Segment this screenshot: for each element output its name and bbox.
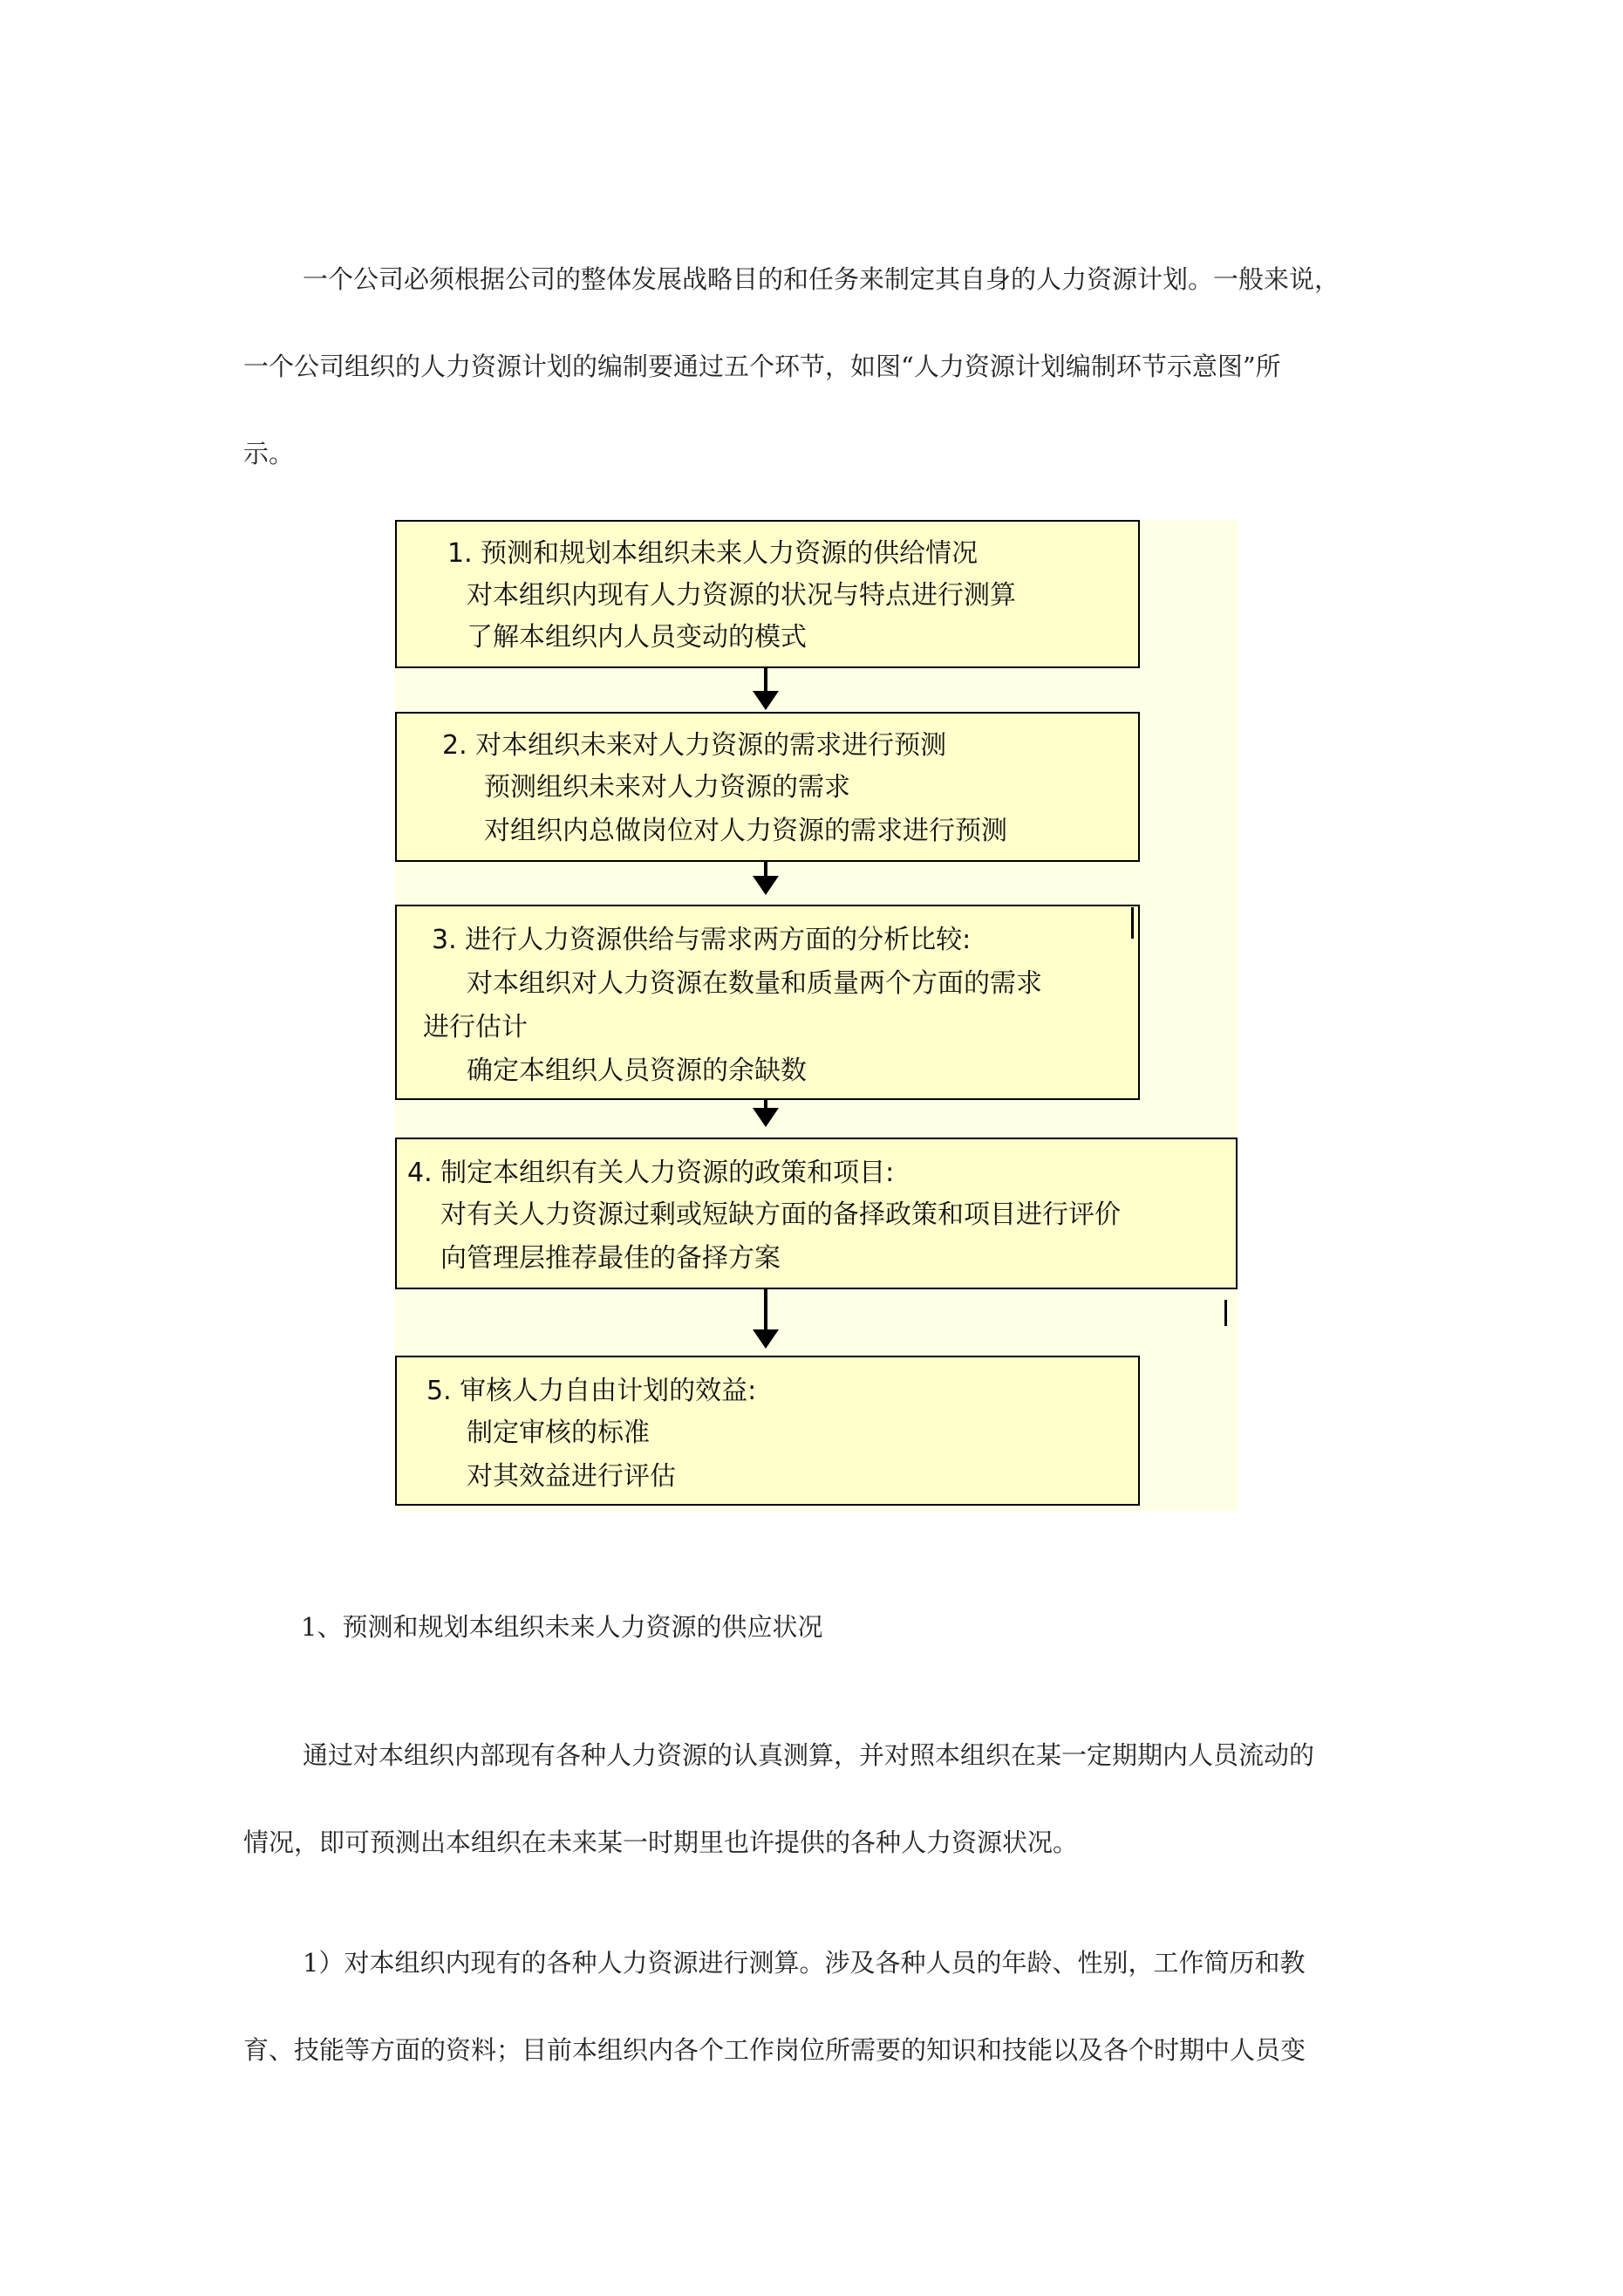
section-1-p1-line-1: 通过对本组织内部现有各种人力资源的认真测算，并对照本组织在某一定期期内人员流动的 [303, 1740, 1315, 1770]
flow-step-3-title: 3. 进行人力资源供给与需求两方面的分析比较: [432, 925, 972, 955]
flow-arrowhead-2 [753, 876, 779, 895]
flow-step-3-line-2: 进行估计 [423, 1012, 528, 1042]
flow-step-1-line-1: 对本组织内现有人力资源的状况与特点进行测算 [467, 580, 1016, 611]
section-1-heading: 1、预测和规划本组织未来人力资源的供应状况 [301, 1612, 823, 1642]
flow-step-4-line-2: 向管理层推荐最佳的备择方案 [440, 1243, 781, 1274]
flow-step-3-edge-mark [1131, 907, 1134, 939]
flow-step-2 [395, 712, 1140, 862]
intro-line-3: 示。 [243, 439, 295, 468]
flow-step-4-line-1: 对有关人力资源过剩或短缺方面的备择政策和项目进行评价 [440, 1199, 1121, 1230]
flow-step-2-line-1: 预测组织未来对人力资源的需求 [484, 772, 850, 803]
flow-step-3-line-3: 确定本组织人员资源的余缺数 [467, 1056, 807, 1086]
flow-step-3-line-1: 对本组织对人力资源在数量和质量两个方面的需求 [467, 968, 1042, 999]
section-1-p2-line-1: 1）对本组织内现有的各种人力资源进行测算。涉及各种人员的年龄、性别，工作简历和教 [303, 1948, 1306, 1978]
section-1-paragraph-2 [243, 1919, 1408, 2094]
flow-arrowhead-3 [753, 1108, 779, 1127]
flow-step-2-title: 2. 对本组织未来对人力资源的需求进行预测 [442, 730, 947, 761]
flow-step-5-line-2: 对其效益进行评估 [467, 1461, 676, 1492]
section-1-paragraph-1 [243, 1712, 1408, 1886]
flow-step-1 [395, 520, 1140, 668]
section-1-p2-line-2: 育、技能等方面的资料；目前本组织内各个工作岗位所需要的知识和技能以及各个时期中人员变 [243, 2035, 1306, 2065]
intro-line-2: 一个公司组织的人力资源计划的编制要通过五个环节，如图“人力资源计划编制环节示意图”所 [243, 352, 1281, 381]
flow-step-5-title: 5. 审核人力自由计划的效益: [426, 1376, 757, 1406]
flow-step-4-edge-mark [1224, 1300, 1227, 1326]
flow-step-2-line-2: 对组织内总做岗位对人力资源的需求进行预测 [484, 816, 1007, 846]
flow-step-5-line-1: 制定审核的标准 [467, 1418, 650, 1448]
flow-step-4-title: 4. 制定本组织有关人力资源的政策和项目: [407, 1158, 895, 1188]
flow-arrow-4 [764, 1289, 767, 1331]
intro-paragraph [243, 236, 1408, 497]
flow-step-1-line-2: 了解本组织内人员变动的模式 [467, 622, 807, 653]
flow-arrowhead-4 [753, 1329, 779, 1349]
intro-line-1: 一个公司必须根据公司的整体发展战略目的和任务来制定其自身的人力资源计划。一般来说， [303, 264, 1340, 294]
flow-arrow-1 [764, 668, 767, 693]
flow-arrowhead-1 [753, 691, 779, 710]
flow-step-5 [395, 1356, 1140, 1506]
section-1-p1-line-2: 情况，即可预测出本组织在未来某一时期里也许提供的各种人力资源状况。 [243, 1828, 1079, 1857]
flow-step-3 [395, 905, 1140, 1100]
flow-step-4 [395, 1138, 1238, 1289]
flow-step-1-title: 1. 预测和规划本组织未来人力资源的供给情况 [447, 538, 979, 569]
